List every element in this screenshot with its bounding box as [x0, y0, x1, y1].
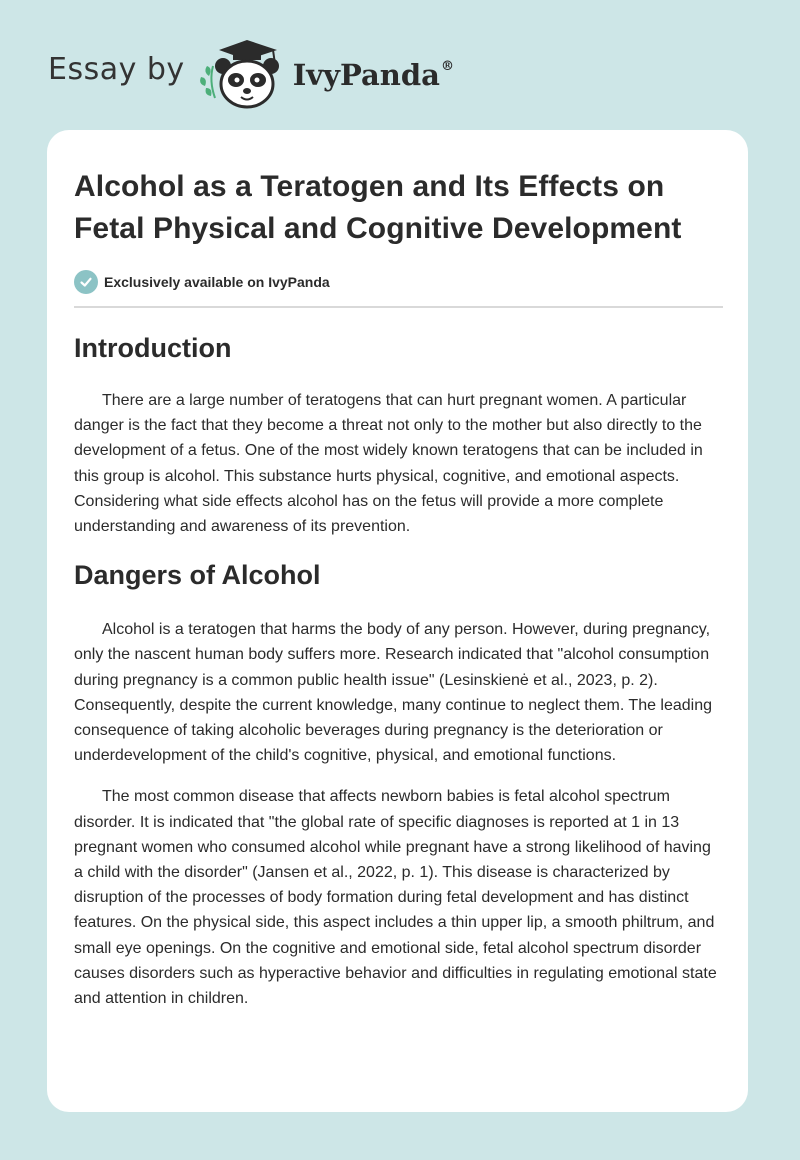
essay-content [74, 166, 723, 1011]
page-title: Alcohol as a Teratogen and Its Effects on Fetal Physical and Cognitive Development [74, 170, 682, 245]
check-icon [74, 270, 98, 294]
site-header [48, 36, 454, 110]
paragraph: There are a large number of teratogens that can hurt pregnant women. A particular danger is the fact that they become a threat not only to the mother but also directly to the development of a fetus. One of the most widely known teratogens that can be included in this group is alcohol. This substance hurts physical, cognitive, and emotional aspects. Considering what side effects alcohol has on the fetus will provide a more complete understanding and awareness of its prevention. [74, 392, 703, 536]
section-heading-dangers: Dangers of Alcohol [74, 560, 321, 591]
essay-card [47, 130, 748, 1112]
registered-mark: ® [440, 59, 454, 75]
exclusive-badge-text: Exclusively available on IvyPanda [104, 274, 330, 290]
ivypanda-logo-icon[interactable] [199, 36, 289, 110]
paragraph: Alcohol is a teratogen that harms the body of any person. However, during pregnancy, only the nascent human body suffers more. Research indicated that "alcohol consumption during pregnancy is a common public health issue" (Lesinskienė et al., 2023, p. 2). Consequently, despite the current knowledge, many continue to neglect them. The leading consequence of taking alcoholic beverages during pregnancy is the deterioration or underdevelopment of the child's cognitive, physical, and emotional functions. [74, 621, 713, 765]
section-heading-introduction: Introduction [74, 333, 232, 363]
essay-by-label: Essay by [48, 51, 185, 87]
brand-name[interactable]: IvyPanda® [292, 58, 454, 92]
paragraph: The most common disease that affects newborn babies is fetal alcohol spectrum disorder. It is indicated that "the global rate of specific diagnoses is reported at 1 in 13 pregnant women who consumed alcohol while pregnant have a strong likelihood of having a child with the disorder" (Jansen et al., 2022, p. 1). This disease is characterized by disruption of the processes of body formation during fetal development and has distinct features. On the physical side, this aspect includes a thin upper lip, a smooth philtrum, and small eye openings. On the cognitive and emotional side, fetal alcohol spectrum disorder causes disorders such as hyperactive behavior and difficulties in regulating emotional state and attention in children. [74, 788, 717, 1008]
exclusive-badge [74, 270, 723, 294]
divider [74, 306, 723, 308]
